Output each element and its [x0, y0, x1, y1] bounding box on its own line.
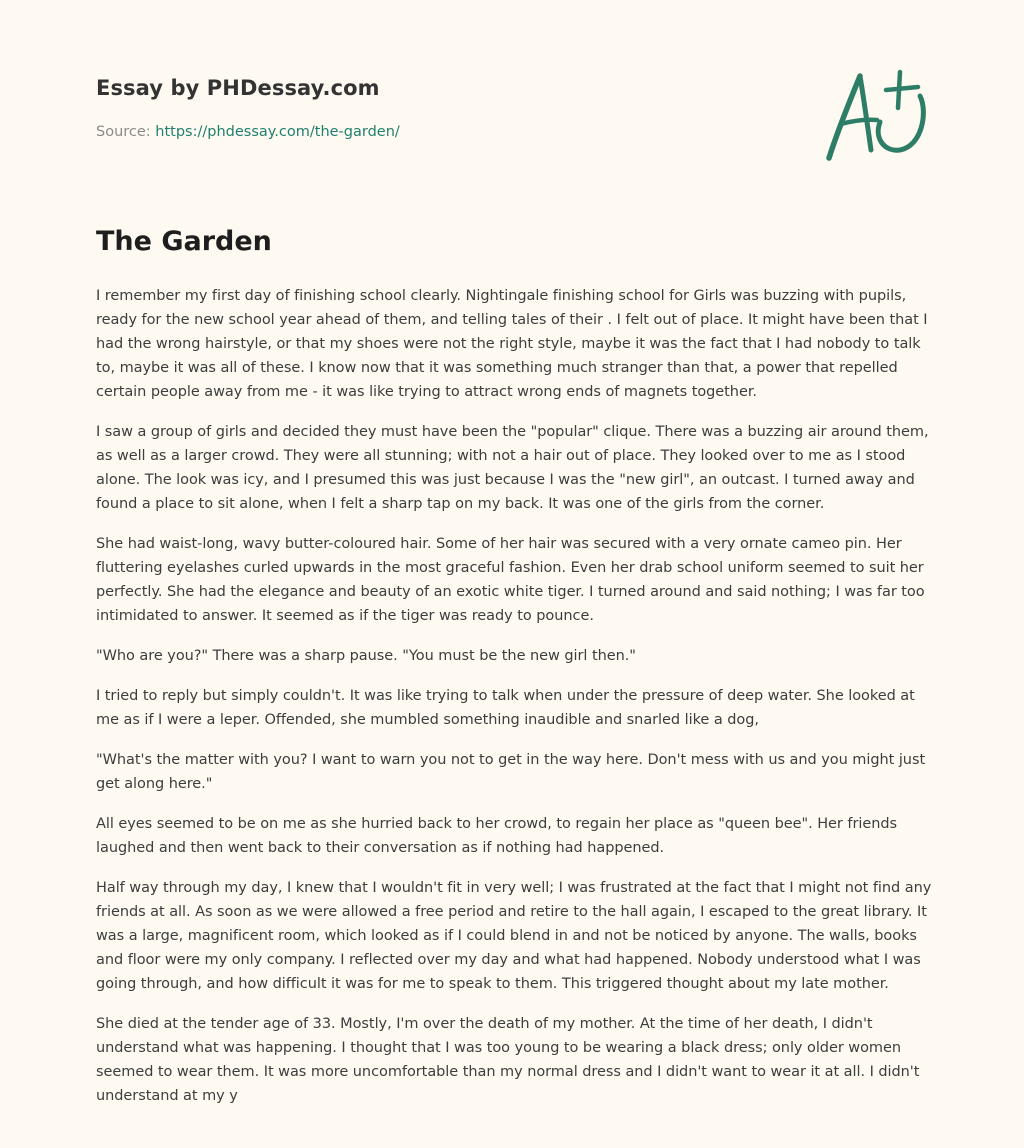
- brand-title: Essay by PHDessay.com: [96, 76, 380, 100]
- source-line: [96, 124, 400, 140]
- essay-title: The Garden: [96, 226, 272, 257]
- essay-paragraph: "What's the matter with you? I want to warn you not to get in the way here. Don't mess with us and you might just get along here.": [96, 752, 926, 792]
- essay-paragraph: Half way through my day, I knew that I wouldn't fit in very well; I was frustrated at the fact that I might not find any friends at all. As soon as we were allowed a free period and retire to the hall again, I escaped to the great library. It was a large, magnificent room, which looked as if I could blend in and not be noticed by anyone. The walls, books and floor were my only company. I reflected over my day and what had happened. Nobody understood what I was going through, and how difficult it was for me to speak to them. This triggered thought about my late mother.: [96, 880, 932, 992]
- a-plus-logo-icon: [820, 64, 930, 168]
- essay-paragraph: She had waist-long, wavy butter-coloured hair. Some of her hair was secured with a very ornate cameo pin. Her fluttering eyelashes curled upwards in the most graceful fashion. Even her drab school uniform seemed to suit her perfectly. She had the elegance and beauty of an exotic white tiger. I turned around and said nothing; I was far too intimidated to answer. It seemed as if the tiger was ready to pounce.: [96, 536, 925, 624]
- essay-paragraph: I saw a group of girls and decided they must have been the "popular" clique. There was a buzzing air around them, as well as a larger crowd. They were all stunning; with not a hair out of place. They looked over to me as I stood alone. The look was icy, and I presumed this was just because I was the "new girl", an outcast. I turned away and found a place to sit alone, when I felt a sharp tap on my back. It was one of the girls from the corner.: [96, 424, 929, 512]
- source-link[interactable]: https://phdessay.com/the-garden/: [155, 124, 400, 140]
- essay-paragraph: I tried to reply but simply couldn't. It was like trying to talk when under the pressure of deep water. She looked at me as if I were a leper. Offended, she mumbled something inaudible and snarled like a dog,: [96, 688, 915, 728]
- essay-paragraph: I remember my first day of finishing school clearly. Nightingale finishing school for Girls was buzzing with pupils, ready for the new school year ahead of them, and telling tales of their . I felt out of place. It might have been that I had the wrong hairstyle, or that my shoes were not the right style, maybe it was the fact that I had nobody to talk to, maybe it was all of these. I know now that it was something much stranger than that, a power that repelled certain people away from me - it was like trying to attract wrong ends of magnets together.: [96, 288, 928, 400]
- essay-paragraph: She died at the tender age of 33. Mostly, I'm over the death of my mother. At the time of her death, I didn't understand what was happening. I thought that I was too young to be wearing a black dress; only older women seemed to wear them. It was more uncomfortable than my normal dress and I didn't want to wear it at all. I didn't understand at my y: [96, 1016, 920, 1104]
- essay-paragraph: "Who are you?" There was a sharp pause. "You must be the new girl then.": [96, 648, 636, 664]
- essay-body: [96, 284, 932, 1136]
- source-label: Source:: [96, 124, 156, 140]
- essay-paragraph: All eyes seemed to be on me as she hurried back to her crowd, to regain her place as "queen bee". Her friends laughed and then went back to their conversation as if nothing had happened.: [96, 816, 898, 856]
